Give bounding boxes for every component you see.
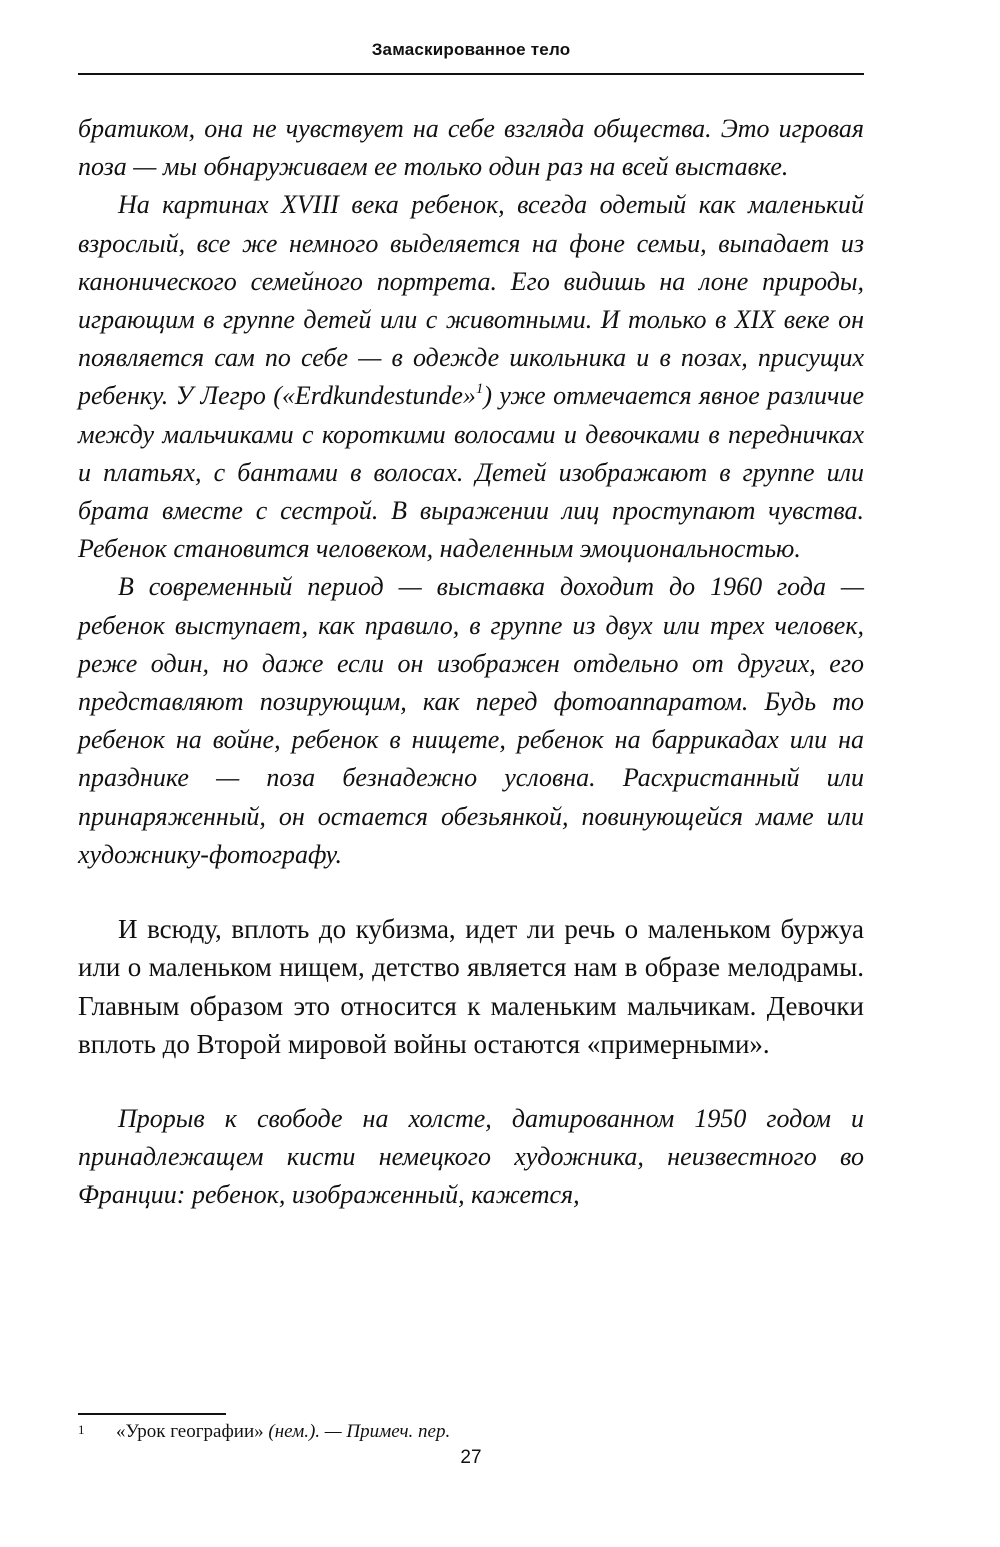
footnote-reference: 1 bbox=[475, 380, 484, 397]
footnote-mark: 1 bbox=[78, 1422, 85, 1437]
paragraph-4: И всюду, вплоть до кубизма, идет ли речь о маленьком буржуа или о маленьком нищем, детство является нам в образе мелодрамы. Главным образом это относится к маленьким мальчикам. Девочки вплоть до Второй мировой войны остаются «примерными». bbox=[78, 914, 864, 1060]
paragraph-1: братиком, она не чувствует на себе взгляда общества. Это игровая поза — мы обнаруживаем ее только один раз на всей выставке. bbox=[78, 114, 864, 182]
page-number: 27 bbox=[460, 1447, 482, 1468]
paragraph-2-part-a: На картинах XVIII века ребенок, всегда одетый как маленький взрослый, все же немного выделяется на фоне семьи, выпадает из канонического семейного портрета. Его видишь на лоне природы, играющим в группе детей или с животными. И только в XIX веке он появляется сам по себе — в одежде школьника и в позах, присущих ребенку. У Легро («Erdkundestunde» bbox=[78, 190, 864, 411]
running-header: Замаскированное тело bbox=[371, 40, 571, 59]
header-rule bbox=[78, 73, 864, 75]
paragraph-2-part-b: ) уже отмечается явное различие между мальчиками с короткими волосами и девочками в передничках и платьях, с бантами в волосах. Детей изображают в группе или брата вместе с сестрой. В выражении лиц проступают чувства. Ребенок становится человеком, наделенным эмоциональностью. bbox=[78, 381, 864, 564]
footnote-text: «Урок географии» bbox=[116, 1421, 264, 1442]
body-text bbox=[78, 110, 864, 1214]
paragraph-3: В современный период — выставка доходит до 1960 года — ребенок выступает, как правило, в группе из двух или трех человек, реже один, но даже если он изображен отдельно от других, его представляют позирующим, как перед фотоаппаратом. Будь то ребенок на войне, ребенок в нищете, ребенок на баррикадах или на празднике — поза безнадежно условна. Расхристанный или принаряженный, он остается обезьянкой, повинующейся маме или художнику-фотографу. bbox=[78, 572, 864, 869]
footnote-italic-tail: (нем.). — Примеч. пер. bbox=[268, 1421, 451, 1442]
paragraph-2 bbox=[78, 186, 864, 568]
footnote bbox=[78, 1420, 864, 1444]
paragraph-5: Прорыв к свободе на холсте, датированном 1950 годом и принадлежащем кисти немецкого художника, неизвестного во Франции: ребенок, изображенный, кажется, bbox=[78, 1103, 864, 1210]
footnote-rule bbox=[78, 1413, 226, 1415]
